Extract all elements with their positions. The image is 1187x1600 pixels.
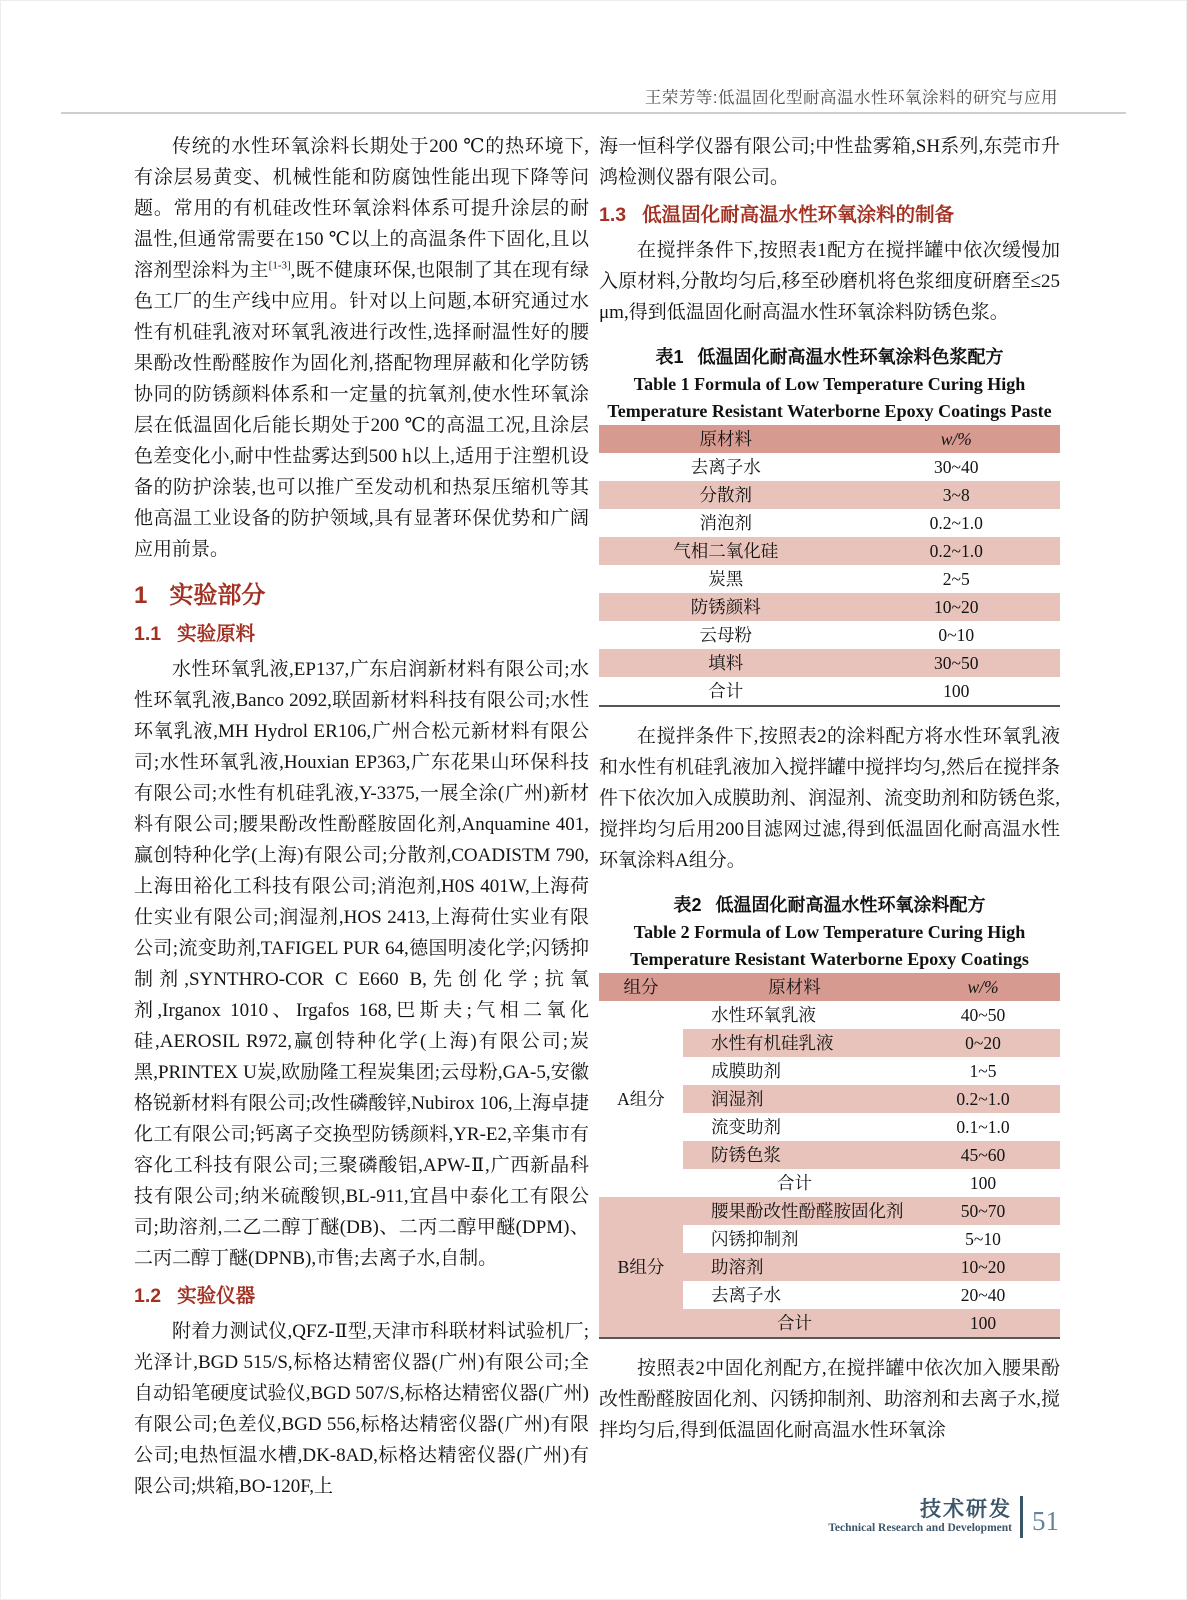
table1-total-row xyxy=(599,677,1060,706)
right-column xyxy=(599,131,1060,1446)
table2 xyxy=(599,973,1060,1339)
cell-w: 30~50 xyxy=(853,649,1060,677)
total-label: 合计 xyxy=(708,681,744,701)
cell-w: 40~50 xyxy=(960,1005,1006,1025)
table-row xyxy=(599,509,1060,537)
table1-col-material: 原材料 xyxy=(599,425,853,453)
cell-material: 填料 xyxy=(599,649,853,677)
intro-text-b: ,既不健康环保,也限制了其在现有绿色工厂的生产线中应用。针对以上问题,本研究通过水性有机硅乳液对环氧乳液进行改性,选择耐温性好的腰果酚改性酚醛胺作为固化剂,搭配物理屏蔽和化学防锈协同的防锈颜料体系和一定量的抗氧剂,使水性环氧涂层在低温固化后能长期处于200 ℃的高温工况,且涂层色差变化小,耐中性盐雾达到500 h以上,适用于注塑机设备的防护涂装,也可以推广至发动机和热泵压缩机等其他高温工业设备的防护领域,具有显著环保优势和广阔应用前景。 xyxy=(134,260,589,560)
table-row xyxy=(599,481,1060,509)
section-heading-1-2 xyxy=(134,1283,589,1309)
total-value: 100 xyxy=(906,1309,1060,1338)
cell-w: 0~20 xyxy=(906,1029,1060,1057)
footer-section-en: Technical Research and Development xyxy=(828,1522,1012,1534)
table2-col-w: w/% xyxy=(906,973,1060,1001)
table1-block xyxy=(599,344,1060,707)
table2-title: 低温固化耐高温水性环氧涂料配方 xyxy=(715,895,986,915)
table-row xyxy=(599,593,1060,621)
table1-caption-zh xyxy=(599,344,1060,371)
table2-block xyxy=(599,892,1060,1339)
paragraph-instruments: 附着力测试仪,QFZ-Ⅱ型,天津市科联材料试验机厂;光泽计,BGD 515/S,标格达精密仪器(广州)有限公司;全自动铅笔硬度试验仪,BGD 507/S,标格达精密仪器(广州)有限公司;色差仪,BGD 556,标格达精密仪器(广州)有限公司;电热恒温水槽,DK-8AD,标格达精密仪器(广州)有限公司;烘箱,BO-120F,上 xyxy=(134,1321,589,1497)
cell-material: 防锈颜料 xyxy=(599,593,853,621)
left-column xyxy=(134,131,589,1502)
cell-material: 分散剂 xyxy=(599,481,853,509)
paragraph-instruments-continued: 海一恒科学仪器有限公司;中性盐雾箱,SH系列,东莞市升鸿检测仪器有限公司。 xyxy=(599,136,1060,188)
table-row xyxy=(599,1197,1060,1225)
table1-label: 表1 xyxy=(655,347,684,367)
intro-text-a: 传统的水性环氧涂料长期处于200 ℃的热环境下,有涂层易黄变、机械性能和防腐蚀性能出现下降等问题。常用的有机硅改性环氧涂料体系可提升涂层的耐温性,但通常需要在150 ℃以上的高温条件下固化,且以溶剂型涂料为主 xyxy=(134,136,589,281)
table1-caption-en-line2: Temperature Resistant Waterborne Epoxy Coatings Paste xyxy=(607,401,1052,421)
section-title: 低温固化耐高温水性环氧涂料的制备 xyxy=(642,204,955,226)
cell-material: 气相二氧化硅 xyxy=(599,537,853,565)
table2-caption-en-line2: Temperature Resistant Waterborne Epoxy Coatings xyxy=(630,949,1029,969)
paragraph-component-b: 按照表2中固化剂配方,在搅拌罐中依次加入腰果酚改性酚醛胺固化剂、闪锈抑制剂、助溶剂和去离子水,搅拌均匀后,得到低温固化耐高温水性环氧涂 xyxy=(599,1358,1060,1441)
group-b-label: B组分 xyxy=(599,1197,683,1338)
cell-w: 1~5 xyxy=(969,1061,997,1081)
section-title: 实验部分 xyxy=(169,582,266,609)
paragraph-intro xyxy=(134,131,589,565)
cell-material: 腰果酚改性酚醛胺固化剂 xyxy=(683,1197,906,1225)
table2-label: 表2 xyxy=(673,895,702,915)
cell-w: 30~40 xyxy=(934,457,979,477)
cell-w: 3~8 xyxy=(853,481,1060,509)
section-heading-1-1 xyxy=(134,621,589,647)
paragraph-materials: 水性环氧乳液,EP137,广东启润新材料有限公司;水性环氧乳液,Banco 2092,联固新材料科技有限公司;水性环氧乳液,MH Hydrol ER106,广州合松元新材料有限公司;水性环氧乳液,Houxian EP363,广东花果山环保科技有限公司;水性有机硅乳液,Y-3375,一展全涂(广州)新材料有限公司;腰果酚改性酚醛胺固化剂,Anquamine 401,赢创特种化学(上海)有限公司;分散剂,COADISTM 790,上海田裕化工科技有限公司;消泡剂,H0S 401W,上海荷仕实业有限公司;润湿剂,HOS 2413,上海荷仕实业有限公司;流变助剂,TAFIGEL PUR 64,德国明凌化学;闪锈抑制剂,SYNTHRO-COR C E660 B,先创化学;抗氧剂,Irganox 1010、Irgafos 168,巴斯夫;气相二氧化硅,AEROSIL R972,赢创特种化学(上海)有限公司;炭黑,PRINTEX U炭,欧励隆工程炭集团;云母粉,GA-5,安徽格锐新材料有限公司;改性磷酸锌,Nubirox 106,上海卓捷化工有限公司;钙离子交换型防锈颜料,YR-E2,辛集市有容化工科技有限公司;三聚磷酸铝,APW-Ⅱ,广西新晶科技有限公司;纳米硫酸钡,BL-911,宜昌中泰化工有限公司;助溶剂,二乙二醇丁醚(DB)、二丙二醇甲醚(DPM)、二丙二醇丁醚(DPNB),市售;去离子水,自制。 xyxy=(134,659,589,1269)
table2-col-material: 原材料 xyxy=(683,973,906,1001)
table1 xyxy=(599,425,1060,707)
section-number: 1.2 xyxy=(134,1285,162,1307)
table2-caption-zh xyxy=(599,892,1060,919)
footer-divider xyxy=(1020,1496,1023,1538)
citation-ref: [1-3] xyxy=(268,259,291,272)
section-title: 实验仪器 xyxy=(177,1285,256,1307)
footer-section xyxy=(828,1498,1012,1536)
cell-w: 45~60 xyxy=(906,1141,1060,1169)
table2-caption-en-line1: Table 2 Formula of Low Temperature Curing High xyxy=(633,922,1026,942)
table2-header-row xyxy=(599,973,1060,1001)
section-title: 实验原料 xyxy=(177,623,256,645)
page-footer xyxy=(828,1496,1059,1538)
paragraph-paste-preparation: 在搅拌条件下,按照表1配方在搅拌罐中依次缓慢加入原材料,分散均匀后,移至砂磨机将色浆细度研磨至≤25 μm,得到低温固化耐高温水性环氧涂料防锈色浆。 xyxy=(599,240,1060,323)
cell-w: 10~20 xyxy=(853,593,1060,621)
total-label: 合计 xyxy=(777,1173,812,1193)
total-value: 100 xyxy=(943,681,970,701)
cell-material: 炭黑 xyxy=(708,569,744,589)
page-number: 51 xyxy=(1032,1505,1059,1536)
cell-w: 50~70 xyxy=(906,1197,1060,1225)
section-heading-1 xyxy=(134,581,589,611)
cell-material: 成膜助剂 xyxy=(711,1061,781,1081)
table-row xyxy=(599,565,1060,593)
table2-col-group: 组分 xyxy=(599,973,683,1001)
cell-material: 水性有机硅乳液 xyxy=(683,1029,906,1057)
cell-w: 2~5 xyxy=(942,569,970,589)
footer-section-zh: 技术研发 xyxy=(920,1498,1012,1521)
cell-w: 0~10 xyxy=(938,625,975,645)
table-row xyxy=(599,453,1060,481)
running-head: 王荣芳等:低温固化型耐高温水性环氧涂料的研究与应用 xyxy=(644,89,1058,107)
table-row xyxy=(599,537,1060,565)
group-a-label: A组分 xyxy=(599,1001,683,1197)
section-number: 1.1 xyxy=(134,623,162,645)
cell-material: 去离子水 xyxy=(690,457,761,477)
cell-material: 防锈色浆 xyxy=(683,1141,906,1169)
cell-material: 消泡剂 xyxy=(699,513,753,533)
table1-header-row xyxy=(599,425,1060,453)
cell-w: 5~10 xyxy=(965,1229,1001,1249)
section-number: 1 xyxy=(134,582,148,609)
table1-caption-en-line1: Table 1 Formula of Low Temperature Curing High xyxy=(633,374,1026,394)
cell-material: 去离子水 xyxy=(711,1285,781,1305)
cell-material: 助溶剂 xyxy=(683,1253,906,1281)
cell-material: 云母粉 xyxy=(699,625,753,645)
table1-title: 低温固化耐高温水性环氧涂料色浆配方 xyxy=(697,347,1004,367)
section-number: 1.3 xyxy=(599,204,627,226)
cell-material: 流变助剂 xyxy=(711,1117,781,1137)
table-row xyxy=(599,649,1060,677)
cell-material: 水性环氧乳液 xyxy=(711,1005,816,1025)
cell-w: 20~40 xyxy=(960,1285,1006,1305)
cell-w: 0.2~1.0 xyxy=(853,537,1060,565)
table1-col-w: w/% xyxy=(853,425,1060,453)
section-heading-1-3 xyxy=(599,202,1060,228)
table-row xyxy=(599,1001,1060,1029)
cell-w: 0.2~1.0 xyxy=(929,513,983,533)
cell-w: 10~20 xyxy=(906,1253,1060,1281)
header-rule xyxy=(61,112,1126,114)
paragraph-component-a: 在搅拌条件下,按照表2的涂料配方将水性环氧乳液和水性有机硅乳液加入搅拌罐中搅拌均匀,然后在搅拌条件下依次加入成膜助剂、润湿剂、流变助剂和防锈色浆,搅拌均匀后用200目滤网过滤,得到低温固化耐高温水性环氧涂料A组分。 xyxy=(599,726,1060,871)
table-row xyxy=(599,621,1060,649)
cell-material: 润湿剂 xyxy=(683,1085,906,1113)
cell-material: 闪锈抑制剂 xyxy=(711,1229,799,1249)
cell-w: 0.2~1.0 xyxy=(906,1085,1060,1113)
total-value: 100 xyxy=(969,1173,997,1193)
cell-w: 0.1~1.0 xyxy=(956,1117,1010,1137)
total-label: 合计 xyxy=(683,1309,906,1338)
